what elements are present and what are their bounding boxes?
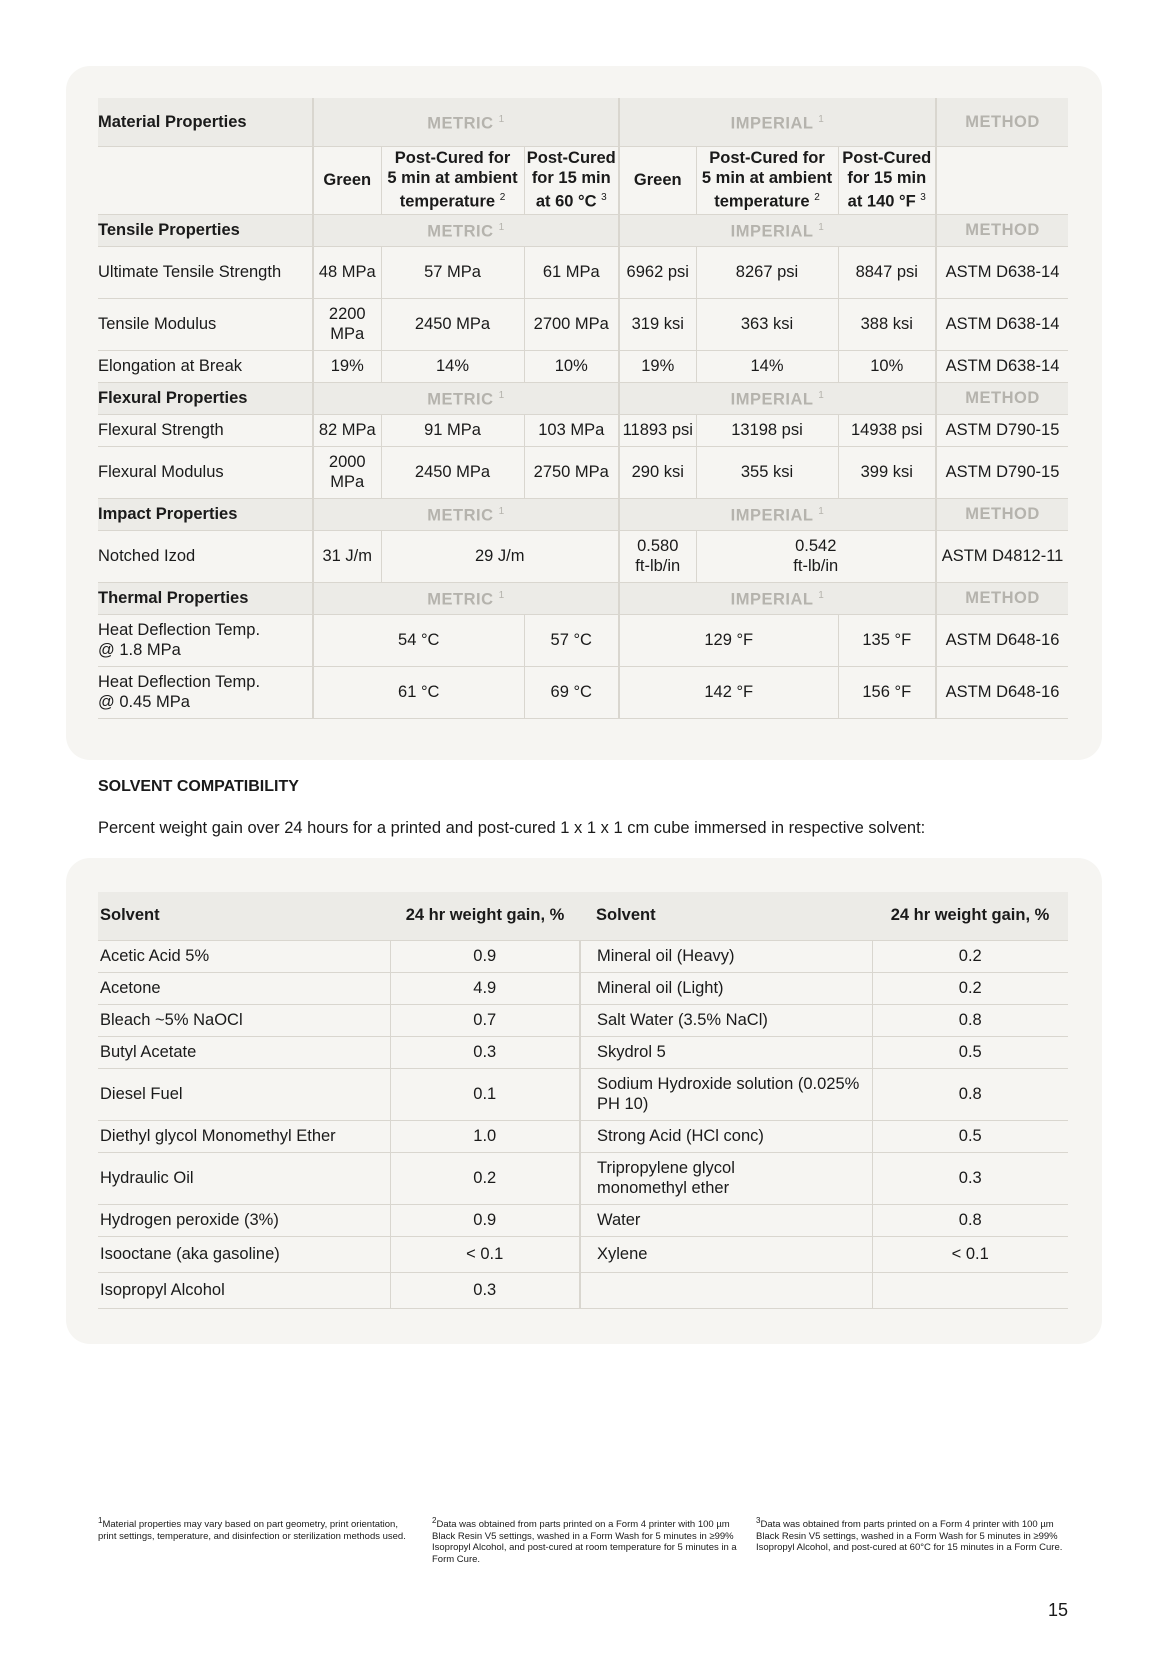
col-postcured-5min-metric: Post-Cured for 5 min at ambient temperature $^2$ — [381, 146, 524, 214]
col-postcured-15min-imperial: Post-Cured for 15 min at 140 °F $^3$ — [838, 146, 936, 214]
condition-header-row — [98, 146, 1068, 214]
section-row-impact: Impact Properties METRIC $^1$ IMPERIAL $^1$ METHOD — [98, 498, 1068, 530]
table-row: Heat Deflection Temp. @ 1.8 MPa 54 °C 57 °C 129 °F 135 °F ASTM D648-16 — [98, 614, 1068, 666]
table-row: Hydraulic Oil 0.2 Tripropylene glycol monomethyl ether 0.3 — [98, 1152, 1068, 1204]
table-row: Heat Deflection Temp. @ 0.45 MPa 61 °C 69 °C 142 °F 156 °F ASTM D648-16 — [98, 666, 1068, 718]
table-row: Flexural Strength 82 MPa 91 MPa 103 MPa 11893 psi 13198 psi 14938 psi ASTM D790-15 — [98, 414, 1068, 446]
col-green-imperial: Green — [619, 146, 696, 214]
col-gain-right: 24 hr weight gain, % — [872, 892, 1068, 940]
col-postcured-5min-imperial: Post-Cured for 5 min at ambient temperature $^2$ — [696, 146, 838, 214]
section-row-tensile: Tensile Properties METRIC $^1$ IMPERIAL $^1$ METHOD — [98, 214, 1068, 246]
solvent-header-row — [98, 892, 1068, 940]
footnote-2: $^2$Data was obtained from parts printed on a Form 4 printer with 100 µm Black Resin V5 settings, washed in a Form Wash for 5 minutes in ≥99% Isopropyl Alcohol, and post-cured at room temperature for 5 minutes in a Form Cure. — [432, 1516, 737, 1565]
table-row: Ultimate Tensile Strength 48 MPa 57 MPa 61 MPa 6962 psi 8267 psi 8847 psi ASTM D638-14 — [98, 246, 1068, 298]
solvent-table — [98, 892, 1068, 1309]
material-properties-table — [98, 98, 1068, 719]
col-postcured-15min-metric: Post-Cured for 15 min at 60 °C $^3$ — [524, 146, 619, 214]
col-solvent-right: Solvent — [580, 892, 872, 940]
table-row: Flexural Modulus 2000 MPa 2450 MPa 2750 MPa 290 ksi 355 ksi 399 ksi ASTM D790-15 — [98, 446, 1068, 498]
solvent-heading: SOLVENT COMPATIBILITY — [98, 778, 299, 795]
table-row: Elongation at Break 19% 14% 10% 19% 14% 10% ASTM D638-14 — [98, 350, 1068, 382]
table-row: Tensile Modulus 2200 MPa 2450 MPa 2700 MPa 319 ksi 363 ksi 388 ksi ASTM D638-14 — [98, 298, 1068, 350]
table-row: Isopropyl Alcohol 0.3 — [98, 1272, 1068, 1308]
col-green-metric: Green — [313, 146, 381, 214]
table-row: Notched Izod 31 J/m 29 J/m 0.580 ft-lb/in 0.542 ft-lb/in ASTM D4812-11 — [98, 530, 1068, 582]
table-row: Acetic Acid 5% 0.9 Mineral oil (Heavy) 0.2 — [98, 940, 1068, 972]
table-row: Hydrogen peroxide (3%) 0.9 Water 0.8 — [98, 1204, 1068, 1236]
table-row: Diethyl glycol Monomethyl Ether 1.0 Strong Acid (HCl conc) 0.5 — [98, 1120, 1068, 1152]
col-solvent-left: Solvent — [98, 892, 390, 940]
table-row: Butyl Acetate 0.3 Skydrol 5 0.5 — [98, 1036, 1068, 1068]
table-header-row — [98, 98, 1068, 146]
section-row-flexural: Flexural Properties METRIC $^1$ IMPERIAL $^1$ METHOD — [98, 382, 1068, 414]
page-number: 15 — [1048, 1600, 1069, 1620]
solvent-description: Percent weight gain over 24 hours for a printed and post-cured 1 x 1 x 1 cm cube immersed in respective solvent: — [98, 819, 926, 837]
material-properties-title: Material Properties — [98, 98, 313, 146]
method-header: METHOD — [936, 98, 1068, 146]
section-row-thermal: Thermal Properties METRIC $^1$ IMPERIAL $^1$ METHOD — [98, 582, 1068, 614]
table-row: Diesel Fuel 0.1 Sodium Hydroxide solution (0.025% PH 10) 0.8 — [98, 1068, 1068, 1120]
footnote-1: $^1$Material properties may vary based on part geometry, print orientation, print settings, temperature, and disinfection or sterilization methods used. — [98, 1516, 406, 1542]
footnote-3: $^3$Data was obtained from parts printed on a Form 4 printer with 100 µm Black Resin V5 settings, washed in a Form Wash for 5 minutes in ≥99% Isopropyl Alcohol, and post-cured at 60°C for 15 minutes in a Form Cure. — [756, 1516, 1063, 1553]
table-row: Acetone 4.9 Mineral oil (Light) 0.2 — [98, 972, 1068, 1004]
col-gain-left: 24 hr weight gain, % — [390, 892, 580, 940]
table-row: Bleach ~5% NaOCl 0.7 Salt Water (3.5% NaCl) 0.8 — [98, 1004, 1068, 1036]
imperial-group-header: IMPERIAL $^1$ — [619, 98, 936, 146]
metric-group-header: METRIC $^1$ — [313, 98, 619, 146]
table-row: Isooctane (aka gasoline) < 0.1 Xylene < 0.1 — [98, 1236, 1068, 1272]
